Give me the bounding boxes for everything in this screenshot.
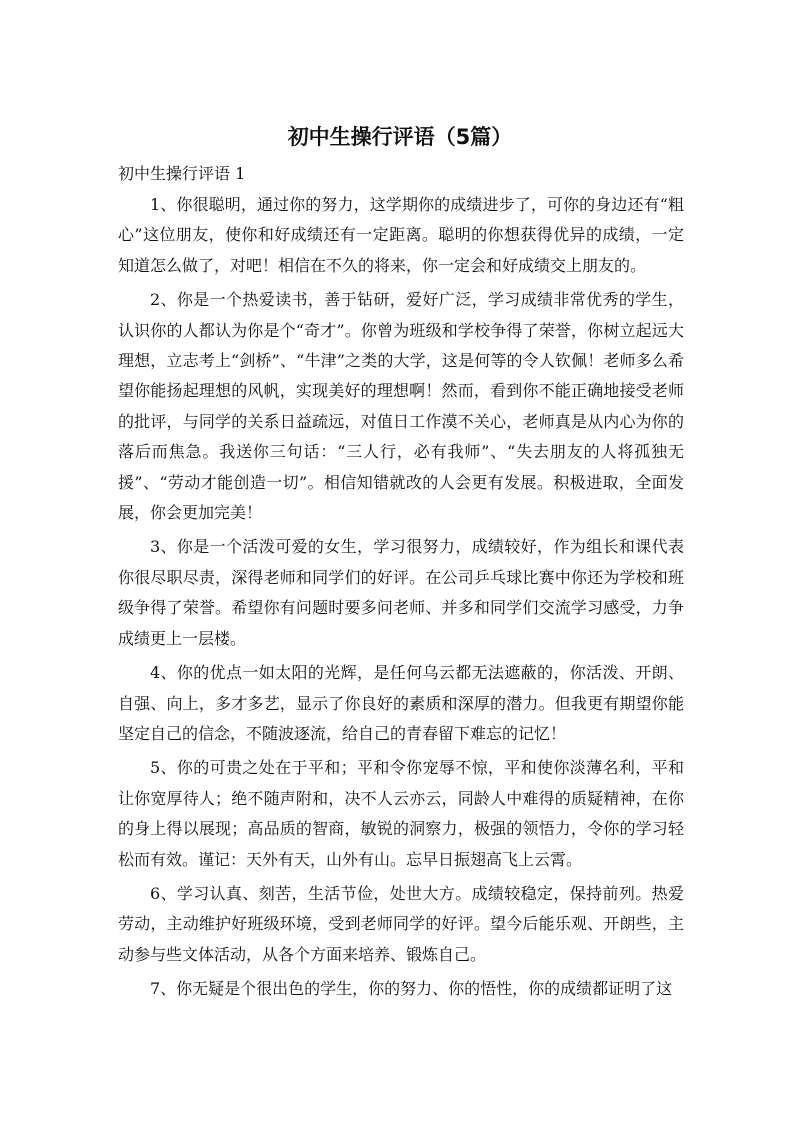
section-heading: 初中生操行评语 1	[118, 164, 246, 183]
document-title: 初中生操行评语（5篇）	[287, 125, 513, 149]
comment-paragraph-3: 3、你是一个活泼可爱的女生，学习很努力，成绩较好，作为组长和课代表你很尽职尽责，深得老师和同学们的好评。在公司乒乓球比赛中你还为学校和班级争得了荣誉。希望你有问题时要多问老师、并多和同学们交流学习感受，力争成绩更上一层楼。	[118, 537, 684, 648]
comment-paragraph-2: 2、你是一个热爱读书，善于钻研，爱好广泛，学习成绩非常优秀的学生，认识你的人都认为你是个“奇才”。你曾为班级和学校争得了荣誉，你树立起远大理想，立志考上“剑桥”、“牛津”之类的大学，这是何等的令人钦佩！老师多么希望你能扬起理想的风帆，实现美好的理想啊！然而，看到你不能正确地接受老师的批评，与同学的关系日益疏远，对值日工作漠不关心，老师真是从内心为你的落后而焦急。我送你三句话：“三人行，必有我师”、“失去朋友的人将孤独无援”、“劳动才能创造一切”。相信知错就改的人会更有发展。积极进取，全面发展，你会更加完美！	[118, 290, 684, 523]
comment-paragraph-6: 6、学习认真、刻苦，生活节俭，处世大方。成绩较稳定，保持前列。热爱劳动，主动维护好班级环境，受到老师同学的好评。望今后能乐观、开朗些，主动参与些文体活动，从各个方面来培养、锻炼自己。	[118, 883, 684, 964]
comment-paragraph-1: 1、你很聪明，通过你的努力，这学期你的成绩进步了，可你的身边还有“粗心”这位朋友，使你和好成绩还有一定距离。聪明的你想获得优异的成绩，一定知道怎么做了，对吧！相信在不久的将来，你一定会和好成绩交上朋友的。	[118, 195, 684, 275]
document-body	[118, 190, 684, 1009]
comment-paragraph-5: 5、你的可贵之处在于平和；平和令你宠辱不惊，平和使你淡薄名利，平和让你宽厚待人；绝不随声附和，决不人云亦云，同龄人中难得的质疑精神，在你的身上得以展现；高品质的智商，敏锐的洞察力，极强的领悟力，令你的学习轻松而有效。谨记：天外有天，山外有山。忘早日振翅高飞上云霄。	[118, 758, 684, 869]
comment-paragraph-7: 7、你无疑是个很出色的学生，你的努力、你的悟性，你的成绩都证明了这	[150, 979, 673, 999]
comment-paragraph-4: 4、你的优点一如太阳的光辉，是任何乌云都无法遮蔽的，你活泼、开朗、自强、向上，多才多艺，显示了你良好的素质和深厚的潜力。但我更有期望你能坚定自己的信念，不随波逐流，给自己的青春留下难忘的记忆！	[118, 663, 684, 743]
